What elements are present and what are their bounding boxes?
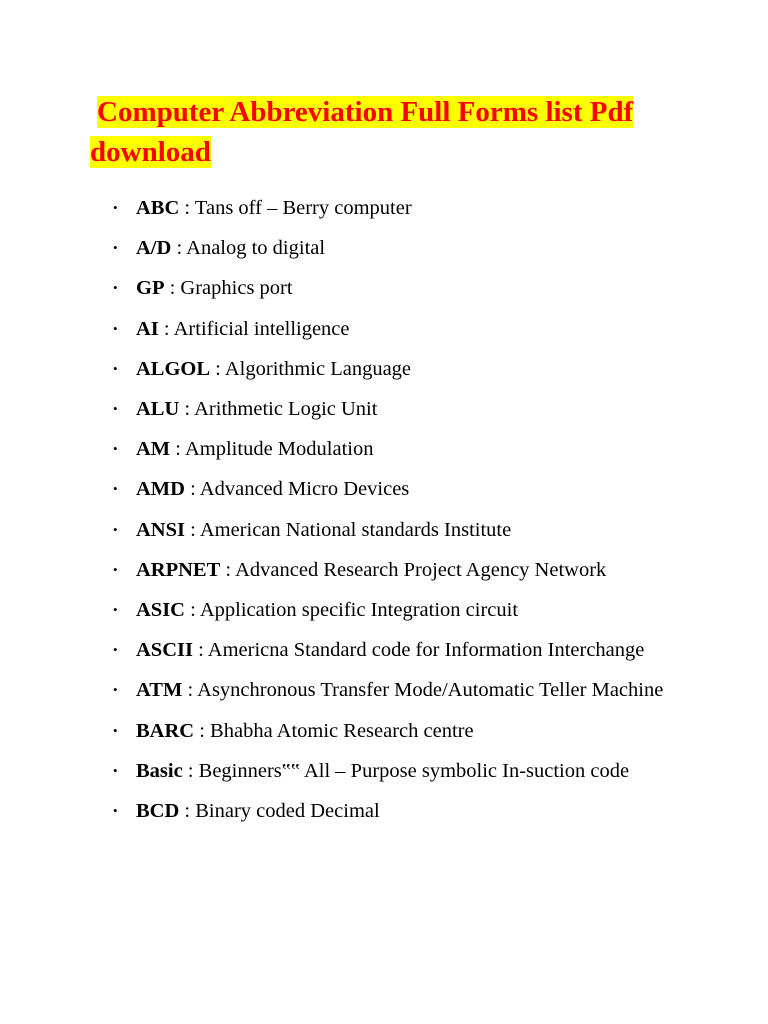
- abbreviation-separator: :: [192, 639, 208, 662]
- abbreviation-term: AMD: [136, 478, 185, 501]
- bullet-icon: •: [113, 602, 118, 618]
- bullet-icon: •: [113, 280, 118, 296]
- bullet-icon: •: [113, 401, 118, 417]
- bullet-icon: •: [113, 762, 118, 778]
- abbreviation-term: ALGOL: [136, 357, 211, 380]
- page-title: [90, 92, 690, 172]
- abbreviation-definition: Asynchronous Transfer Mode/Automatic Teller Machine: [197, 679, 664, 702]
- title-line-1-text: Computer Abbreviation Full Forms list Pdf: [97, 96, 634, 128]
- abbreviation-separator: :: [194, 719, 211, 742]
- abbreviation-definition: Advanced Research Project Agency Network: [235, 558, 607, 581]
- bullet-icon: •: [113, 682, 118, 698]
- list-item: [0, 389, 768, 429]
- list-item: [0, 791, 768, 831]
- abbreviation-separator: :: [164, 277, 181, 300]
- bullet-icon: •: [113, 481, 118, 497]
- bullet-icon: •: [113, 360, 118, 376]
- abbreviation-term: Basic: [136, 759, 183, 782]
- abbreviation-separator: :: [179, 800, 196, 823]
- list-item: [0, 429, 768, 469]
- abbreviation-term: ASIC: [136, 599, 185, 622]
- abbreviation-separator: :: [184, 478, 200, 501]
- list-item: [0, 188, 768, 228]
- abbreviation-definition: Bhabha Atomic Research centre: [210, 719, 474, 742]
- abbreviation-separator: :: [210, 357, 225, 380]
- abbreviation-separator: :: [185, 518, 200, 541]
- title-line-2-text: download: [90, 136, 211, 168]
- abbreviation-definition: American National standards Institute: [199, 518, 512, 541]
- abbreviation-term: ANSI: [136, 518, 185, 541]
- bullet-icon: •: [113, 722, 118, 738]
- abbreviation-term: ATM: [136, 679, 183, 702]
- list-item: [0, 349, 768, 389]
- bullet-icon: •: [113, 803, 118, 819]
- list-item: [0, 309, 768, 349]
- abbreviation-definition: Tans off – Berry computer: [194, 197, 412, 219]
- abbreviation-term: ALU: [136, 398, 180, 421]
- abbreviation-definition: Artificial intelligence: [173, 317, 350, 340]
- title-line-1: [90, 92, 690, 132]
- abbreviation-separator: :: [182, 679, 198, 702]
- abbreviation-definition: Binary coded Decimal: [195, 800, 380, 823]
- abbreviation-separator: :: [182, 759, 199, 782]
- list-item: [0, 590, 768, 630]
- abbreviation-separator: :: [158, 317, 174, 340]
- abbreviation-separator: :: [170, 438, 185, 461]
- list-item: [0, 550, 768, 590]
- abbreviation-definition: Graphics port: [180, 277, 293, 300]
- abbreviation-term: AM: [136, 438, 171, 461]
- abbreviation-term: ASCII: [136, 639, 193, 662]
- bullet-icon: •: [113, 561, 118, 577]
- list-item: [0, 630, 768, 670]
- abbreviation-definition: Arithmetic Logic Unit: [194, 398, 378, 421]
- bullet-icon: •: [113, 441, 118, 457]
- abbreviation-list: [0, 188, 768, 831]
- abbreviation-definition: Analog to digital: [186, 237, 326, 260]
- abbreviation-term: ABC: [136, 197, 180, 219]
- abbreviation-term: AI: [136, 317, 159, 340]
- bullet-icon: •: [113, 642, 118, 658]
- abbreviation-term: BCD: [136, 800, 180, 823]
- bullet-icon: •: [113, 200, 118, 215]
- list-item: [0, 510, 768, 550]
- abbreviation-term: BARC: [136, 719, 195, 742]
- abbreviation-separator: :: [179, 197, 195, 219]
- abbreviation-definition: Algorithmic Language: [224, 357, 412, 380]
- abbreviation-term: A/D: [136, 237, 172, 260]
- abbreviation-term: GP: [136, 277, 165, 300]
- bullet-icon: •: [113, 521, 118, 537]
- list-item: [0, 751, 768, 791]
- list-item: [0, 469, 768, 509]
- abbreviation-separator: :: [185, 599, 200, 622]
- abbreviation-definition: Advanced Micro Devices: [199, 478, 410, 501]
- abbreviation-term: ARPNET: [136, 558, 221, 581]
- abbreviation-separator: :: [171, 237, 187, 260]
- abbreviation-definition: Application specific Integration circuit: [199, 599, 519, 622]
- bullet-icon: •: [113, 240, 118, 256]
- abbreviation-definition: Americna Standard code for Information Interchange: [207, 639, 645, 662]
- abbreviation-definition: Amplitude Modulation: [184, 438, 374, 461]
- title-line-2: [90, 132, 690, 172]
- list-item: [0, 228, 768, 268]
- list-item: [0, 670, 768, 710]
- list-item: [0, 711, 768, 751]
- abbreviation-separator: :: [179, 398, 195, 421]
- abbreviation-definition: Beginners‟‟ All – Purpose symbolic In-suction code: [198, 759, 630, 782]
- list-item: [0, 268, 768, 308]
- bullet-icon: •: [113, 320, 118, 336]
- abbreviation-separator: :: [220, 558, 236, 581]
